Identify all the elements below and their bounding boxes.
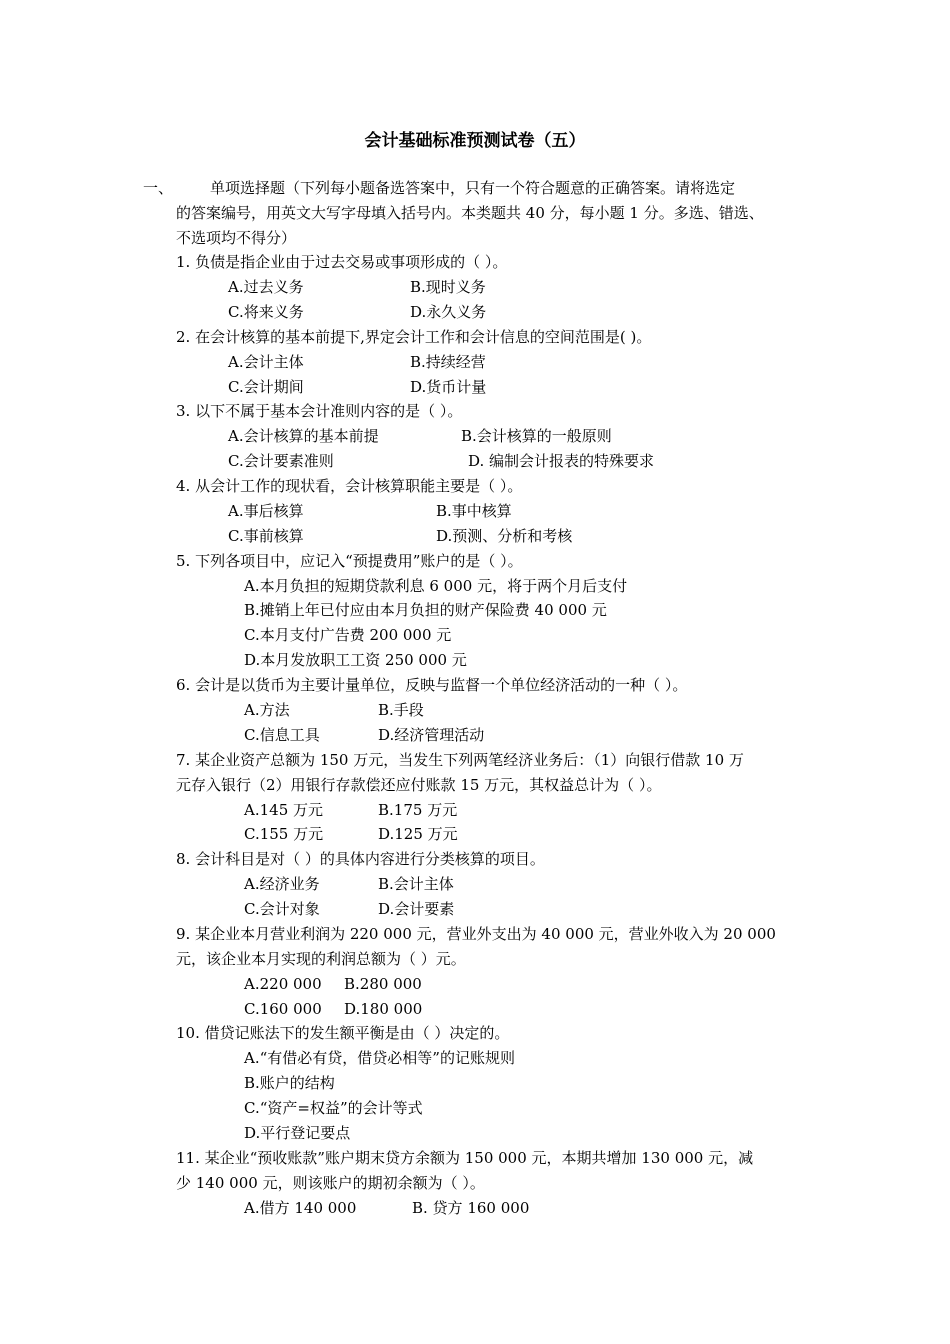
question-option: C.会计对象 bbox=[244, 900, 320, 918]
question-option: A.事后核算 bbox=[228, 502, 304, 520]
question-option: A.会计核算的基本前提 bbox=[228, 427, 379, 445]
question-option: D.本月发放职工工资 250 000 元 bbox=[244, 651, 467, 669]
question-option: C.事前核算 bbox=[228, 527, 304, 545]
question-option: C.“资产=权益”的会计等式 bbox=[244, 1099, 423, 1117]
question-option: B.会计核算的一般原则 bbox=[461, 427, 612, 445]
question-option: B.280 000 bbox=[344, 975, 422, 993]
question-option: D.平行登记要点 bbox=[244, 1124, 351, 1142]
question-stem: 2. 在会计核算的基本前提下,界定会计工作和会计信息的空间范围是( )。 bbox=[176, 328, 652, 346]
question-stem: 4. 从会计工作的现状看，会计核算职能主要是（ ）。 bbox=[176, 477, 523, 495]
section-intro-line: 的答案编号，用英文大写字母填入括号内。本类题共 40 分，每小题 1 分。多选、错选、 bbox=[176, 204, 764, 222]
question-option: A.借方 140 000 bbox=[244, 1199, 357, 1217]
question-option: A.220 000 bbox=[244, 975, 322, 993]
question-option: A.方法 bbox=[244, 701, 290, 719]
question-option: D.货币计量 bbox=[410, 378, 487, 396]
question-stem: 7. 某企业资产总额为 150 万元，当发生下列两笔经济业务后：（1）向银行借款 10 万 bbox=[176, 751, 744, 769]
question-option: C.信息工具 bbox=[244, 726, 320, 744]
question-option: B.手段 bbox=[378, 701, 424, 719]
question-option: A.会计主体 bbox=[228, 353, 304, 371]
question-option: C.将来义务 bbox=[228, 303, 304, 321]
question-option: D.永久义务 bbox=[410, 303, 487, 321]
question-option: B.持续经营 bbox=[410, 353, 486, 371]
question-option: C.155 万元 bbox=[244, 825, 324, 843]
section-intro-line: 单项选择题（下列每小题备选答案中，只有一个符合题意的正确答案。请将选定 bbox=[210, 179, 736, 197]
question-option: B.账户的结构 bbox=[244, 1074, 335, 1092]
question-option: A.本月负担的短期贷款利息 6 000 元，将于两个月后支付 bbox=[244, 577, 628, 595]
question-option: A.“有借必有贷，借贷必相等”的记账规则 bbox=[244, 1049, 515, 1067]
section-number: 一、 bbox=[143, 179, 174, 197]
question-option: D.180 000 bbox=[344, 1000, 423, 1018]
question-stem: 9. 某企业本月营业利润为 220 000 元，营业外支出为 40 000 元，营业外收入为 20 000 bbox=[176, 925, 776, 943]
question-stem: 1. 负债是指企业由于过去交易或事项形成的（ ）。 bbox=[176, 253, 508, 271]
question-option: C.会计要素准则 bbox=[228, 452, 334, 470]
question-stem: 6. 会计是以货币为主要计量单位，反映与监督一个单位经济活动的一种（ ）。 bbox=[176, 676, 688, 694]
question-option: A.经济业务 bbox=[244, 875, 320, 893]
question-stem: 少 140 000 元，则该账户的期初余额为（ ）。 bbox=[176, 1174, 485, 1192]
question-stem: 元存入银行（2）用银行存款偿还应付账款 15 万元，其权益总计为（ ）。 bbox=[176, 776, 662, 794]
question-option: D.经济管理活动 bbox=[378, 726, 485, 744]
question-option: C.160 000 bbox=[244, 1000, 322, 1018]
question-stem: 8. 会计科目是对（ ）的具体内容进行分类核算的项目。 bbox=[176, 850, 545, 868]
section-intro-line: 不选项均不得分） bbox=[176, 229, 297, 247]
question-option: B.现时义务 bbox=[410, 278, 486, 296]
question-option: C.本月支付广告费 200 000 元 bbox=[244, 626, 452, 644]
question-stem: 5. 下列各项目中，应记入“预提费用”账户的是（ ）。 bbox=[176, 552, 523, 570]
question-option: A.145 万元 bbox=[244, 801, 323, 819]
question-option: B.事中核算 bbox=[436, 502, 512, 520]
question-option: D. 编制会计报表的特殊要求 bbox=[468, 452, 655, 470]
question-option: B.175 万元 bbox=[378, 801, 458, 819]
question-option: C.会计期间 bbox=[228, 378, 304, 396]
question-stem: 元，该企业本月实现的利润总额为（ ）元。 bbox=[176, 950, 466, 968]
question-option: D.预测、分析和考核 bbox=[436, 527, 573, 545]
question-option: B.会计主体 bbox=[378, 875, 454, 893]
page-title: 会计基础标准预测试卷（五） bbox=[364, 131, 586, 151]
question-option: D.125 万元 bbox=[378, 825, 458, 843]
question-option: D.会计要素 bbox=[378, 900, 455, 918]
question-option: B.摊销上年已付应由本月负担的财产保险费 40 000 元 bbox=[244, 601, 607, 619]
question-option: B. 贷方 160 000 bbox=[412, 1199, 530, 1217]
question-stem: 3. 以下不属于基本会计准则内容的是（ ）。 bbox=[176, 402, 463, 420]
question-option: A.过去义务 bbox=[228, 278, 304, 296]
question-stem: 11. 某企业“预收账款”账户期末贷方余额为 150 000 元，本期共增加 130 000 元，减 bbox=[176, 1149, 754, 1167]
question-stem: 10. 借贷记账法下的发生额平衡是由（ ）决定的。 bbox=[176, 1024, 510, 1042]
